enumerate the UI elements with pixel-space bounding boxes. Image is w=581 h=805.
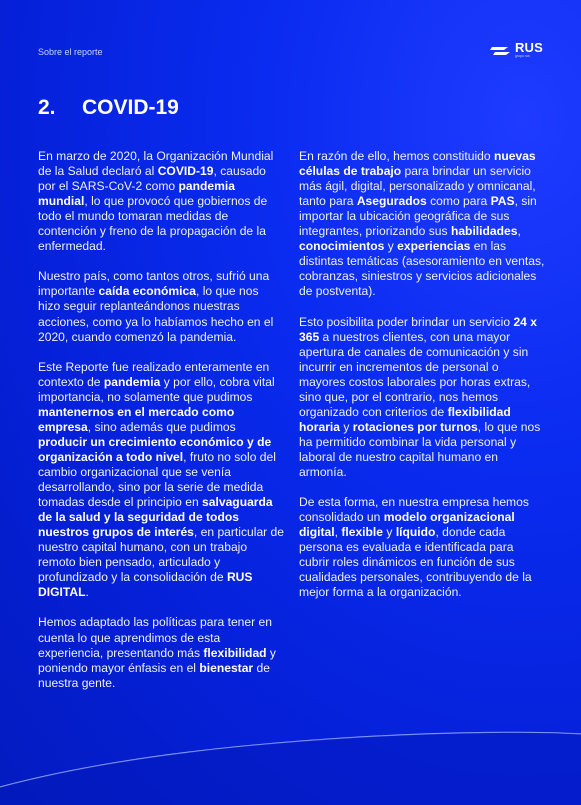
body-text: , sin importar la ubicación geográfica de sus integrantes, priorizando sus <box>299 194 537 239</box>
emphasis-text: flexible <box>341 525 384 540</box>
body-text: En marzo de 2020, la Organización Mundial de la Salud declaró al <box>38 149 274 179</box>
body-text: En razón de ello, hemos constituido <box>299 149 494 163</box>
emphasis-text: líquido <box>395 525 436 540</box>
body-text: Esto posibilita poder brindar un servicio <box>299 314 514 329</box>
body-text: , fruto no solo del cambio organizacional que se venía desarrollando, sino por la serie de medida tomadas desde el principio en <box>38 449 276 510</box>
emphasis-text: rotaciones por turnos <box>352 419 478 434</box>
body-text: , lo que nos ha permitido combinar la vida personal y laboral de nuestro capital humano en armonía. <box>299 419 541 479</box>
body-text: en las distintas temáticas (asesoramiento en ventas, cobranzas, siniestros y servicios adicionales de postventa). <box>299 239 545 299</box>
logo-subtext: grupo rus <box>514 54 530 58</box>
emphasis-text: caída económica <box>98 284 196 299</box>
emphasis-text: mantenernos en el mercado como empresa <box>38 404 235 434</box>
page-title <box>38 96 179 120</box>
paragraph <box>38 360 284 601</box>
emphasis-text: experiencias <box>397 239 471 254</box>
body-text: , lo que provocó que gobiernos de todo el mundo tomaran medidas de contención y freno de la propagación de la enfermedad. <box>38 194 268 254</box>
emphasis-text: flexibilidad <box>203 645 267 660</box>
section-label: Sobre el reporte <box>38 47 103 57</box>
emphasis-text: conocimientos <box>299 239 385 254</box>
emphasis-text: producir un crecimiento económico y de organización a todo nivel <box>38 434 272 464</box>
emphasis-text: 24 x 365 <box>299 314 537 344</box>
emphasis-text: Asegurados <box>356 194 427 209</box>
emphasis-text: salvaguarda de la salud y la seguridad de todos nuestros grupos de interés <box>38 495 273 540</box>
body-text: para brindar un servicio más ágil, digital, personalizado y omnicanal, tanto para <box>299 164 536 209</box>
body-text: , <box>334 525 342 540</box>
body-text: y <box>384 239 398 254</box>
body-text: y poniendo mayor énfasis en el <box>38 645 276 675</box>
paragraph <box>38 269 284 344</box>
right-column <box>299 149 547 615</box>
body-text: , sino además que pudimos <box>87 419 236 434</box>
body-text: y por ello, cobra vital importancia, no solamente que pudimos <box>38 374 275 404</box>
emphasis-text: pandemia <box>103 374 161 389</box>
logo-text: RUS <box>514 40 543 55</box>
paragraph <box>299 495 547 600</box>
body-text: , <box>517 224 521 239</box>
paragraph <box>299 315 547 481</box>
body-text: a nuestros clientes, con una mayor apertura de canales de comunicación y sin incurrir en incrementos de personal o mayores costos laborales por horas extras, sino que, por el contrario, nos hemos organizado con criterios de <box>299 329 531 419</box>
body-text: y <box>340 419 353 434</box>
section-number: 2. <box>38 96 56 119</box>
section-title: COVID-19 <box>82 96 179 119</box>
paragraph <box>38 149 284 254</box>
emphasis-text: modelo organizacional digital <box>299 510 515 540</box>
paragraph <box>299 149 547 299</box>
emphasis-text: COVID-19 <box>157 164 214 179</box>
body-text: Este Reporte fue realizado enteramente en contexto de <box>38 359 270 389</box>
body-text: , lo que nos hizo seguir replanteándonos nuestras acciones, como ya lo habíamos hecho en el 2020, cuando comenzó la pandemia. <box>38 284 274 344</box>
paragraph <box>38 615 284 690</box>
emphasis-text: RUS DIGITAL <box>38 570 253 600</box>
body-text: Hemos adaptado las políticas para tener en cuenta lo que aprendimos de esta experiencia, presentando más <box>38 615 272 660</box>
left-column <box>38 149 284 706</box>
decorative-wave <box>0 715 581 805</box>
emphasis-text: nuevas células de trabajo <box>299 149 536 179</box>
rus-logo <box>490 42 543 59</box>
body-text: y <box>383 525 396 540</box>
body-text: , donde cada persona es evaluada e identificada para cubrir roles dinámicos en función de sus cualidades personales, contribuyendo de la mejor forma a la organización. <box>299 525 532 600</box>
body-text: de nuestra gente. <box>38 660 270 690</box>
body-text: De esta forma, en nuestra empresa hemos consolidado un <box>299 495 529 525</box>
emphasis-text: pandemia mundial <box>38 179 235 209</box>
body-text: Nuestro país, como tantos otros, sufrió una importante <box>38 269 270 299</box>
body-text: , en particular de nuestro capital humano, con un trabajo remoto bien pensado, articulado y profundizado y la consolidación de <box>38 525 285 585</box>
body-text: , causado por el SARS-CoV-2 como <box>38 164 266 194</box>
logo-mark-icon <box>490 44 512 58</box>
emphasis-text: flexibilidad horaria <box>299 404 511 434</box>
body-text: como para <box>426 194 491 209</box>
emphasis-text: habilidades <box>450 224 518 239</box>
body-text: . <box>85 585 89 600</box>
emphasis-text: bienestar <box>199 660 254 675</box>
emphasis-text: PAS <box>490 194 515 209</box>
